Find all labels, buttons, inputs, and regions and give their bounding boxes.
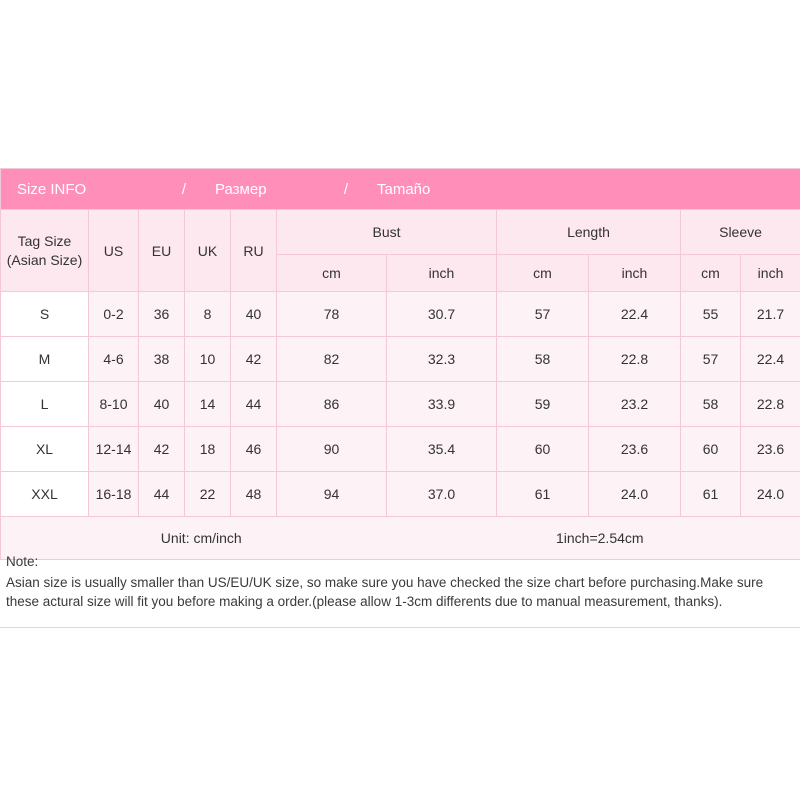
cell-sleeve-inch: 22.4 [741, 337, 800, 382]
title-separator-2: / [343, 180, 349, 198]
cell-tag: S [1, 292, 89, 337]
cell-sleeve-inch: 21.7 [741, 292, 800, 337]
size-chart-table-wrap [0, 168, 800, 560]
header-bust-inch: inch [387, 255, 497, 292]
cell-bust-cm: 90 [277, 427, 387, 472]
table-row [1, 472, 800, 517]
header-us: US [89, 210, 139, 292]
note-title: Note: [6, 554, 39, 569]
cell-sleeve-inch: 22.8 [741, 382, 800, 427]
size-info-title-cell [1, 169, 800, 210]
cell-uk: 18 [185, 427, 231, 472]
cell-sleeve-cm: 61 [681, 472, 741, 517]
cell-bust-inch: 33.9 [387, 382, 497, 427]
header-ru: RU [231, 210, 277, 292]
cell-sleeve-inch: 24.0 [741, 472, 800, 517]
cell-us: 8-10 [89, 382, 139, 427]
cell-sleeve-inch: 23.6 [741, 427, 800, 472]
title-label-es: Tamaño [377, 180, 431, 198]
cell-length-cm: 61 [497, 472, 589, 517]
cell-us: 12-14 [89, 427, 139, 472]
cell-sleeve-cm: 55 [681, 292, 741, 337]
unit-text: Unit: cm/inch [160, 530, 242, 546]
cell-length-cm: 58 [497, 337, 589, 382]
size-chart-table [0, 168, 800, 560]
cell-uk: 10 [185, 337, 231, 382]
header-length: Length [497, 210, 681, 255]
cell-bust-inch: 32.3 [387, 337, 497, 382]
cell-length-inch: 22.8 [589, 337, 681, 382]
header-bust: Bust [277, 210, 497, 255]
cell-length-cm: 60 [497, 427, 589, 472]
cell-eu: 44 [139, 472, 185, 517]
cell-bust-inch: 35.4 [387, 427, 497, 472]
cell-length-cm: 59 [497, 382, 589, 427]
cell-bust-cm: 78 [277, 292, 387, 337]
cell-eu: 38 [139, 337, 185, 382]
cell-tag: M [1, 337, 89, 382]
cell-length-inch: 23.2 [589, 382, 681, 427]
cell-eu: 40 [139, 382, 185, 427]
cell-sleeve-cm: 57 [681, 337, 741, 382]
cell-bust-cm: 94 [277, 472, 387, 517]
cell-us: 4-6 [89, 337, 139, 382]
table-row [1, 337, 800, 382]
header-sleeve-cm: cm [681, 255, 741, 292]
cell-eu: 36 [139, 292, 185, 337]
cell-ru: 44 [231, 382, 277, 427]
header-sleeve: Sleeve [681, 210, 800, 255]
bottom-divider [0, 627, 800, 628]
cell-length-inch: 23.6 [589, 427, 681, 472]
cell-sleeve-cm: 60 [681, 427, 741, 472]
note-body: Asian size is usually smaller than US/EU/UK size, so make sure you have checked the size chart before purchasing.Make sure these actural size will fit you before making a order.(please allow 1-3cm differents due to manual measurement, thanks). [6, 574, 764, 610]
table-row [1, 382, 800, 427]
header-tag-size-line1: Tag Size [17, 232, 72, 249]
cell-uk: 8 [185, 292, 231, 337]
title-separator-1: / [181, 180, 187, 198]
header-length-inch: inch [589, 255, 681, 292]
header-eu: EU [139, 210, 185, 292]
cell-tag: XL [1, 427, 89, 472]
cell-us: 16-18 [89, 472, 139, 517]
cell-length-inch: 22.4 [589, 292, 681, 337]
cell-ru: 40 [231, 292, 277, 337]
size-info-title-row [1, 169, 800, 210]
cell-tag: L [1, 382, 89, 427]
cell-length-inch: 24.0 [589, 472, 681, 517]
cell-tag: XXL [1, 472, 89, 517]
table-row [1, 427, 800, 472]
cell-ru: 48 [231, 472, 277, 517]
header-tag-size-line2: (Asian Size) [6, 251, 83, 268]
header-sleeve-inch: inch [741, 255, 800, 292]
cell-length-cm: 57 [497, 292, 589, 337]
cell-us: 0-2 [89, 292, 139, 337]
title-label-ru: Размер [215, 180, 267, 198]
header-uk: UK [185, 210, 231, 292]
cell-bust-inch: 37.0 [387, 472, 497, 517]
conversion-text: 1inch=2.54cm [556, 530, 644, 546]
header-group-row [1, 210, 800, 255]
header-length-cm: cm [497, 255, 589, 292]
cell-ru: 42 [231, 337, 277, 382]
cell-sleeve-cm: 58 [681, 382, 741, 427]
note-block [0, 544, 800, 622]
table-row [1, 292, 800, 337]
cell-eu: 42 [139, 427, 185, 472]
cell-bust-cm: 86 [277, 382, 387, 427]
cell-uk: 22 [185, 472, 231, 517]
header-bust-cm: cm [277, 255, 387, 292]
cell-bust-inch: 30.7 [387, 292, 497, 337]
cell-ru: 46 [231, 427, 277, 472]
cell-bust-cm: 82 [277, 337, 387, 382]
title-label-en: Size INFO [17, 180, 87, 198]
header-tag-size [1, 210, 89, 292]
cell-uk: 14 [185, 382, 231, 427]
